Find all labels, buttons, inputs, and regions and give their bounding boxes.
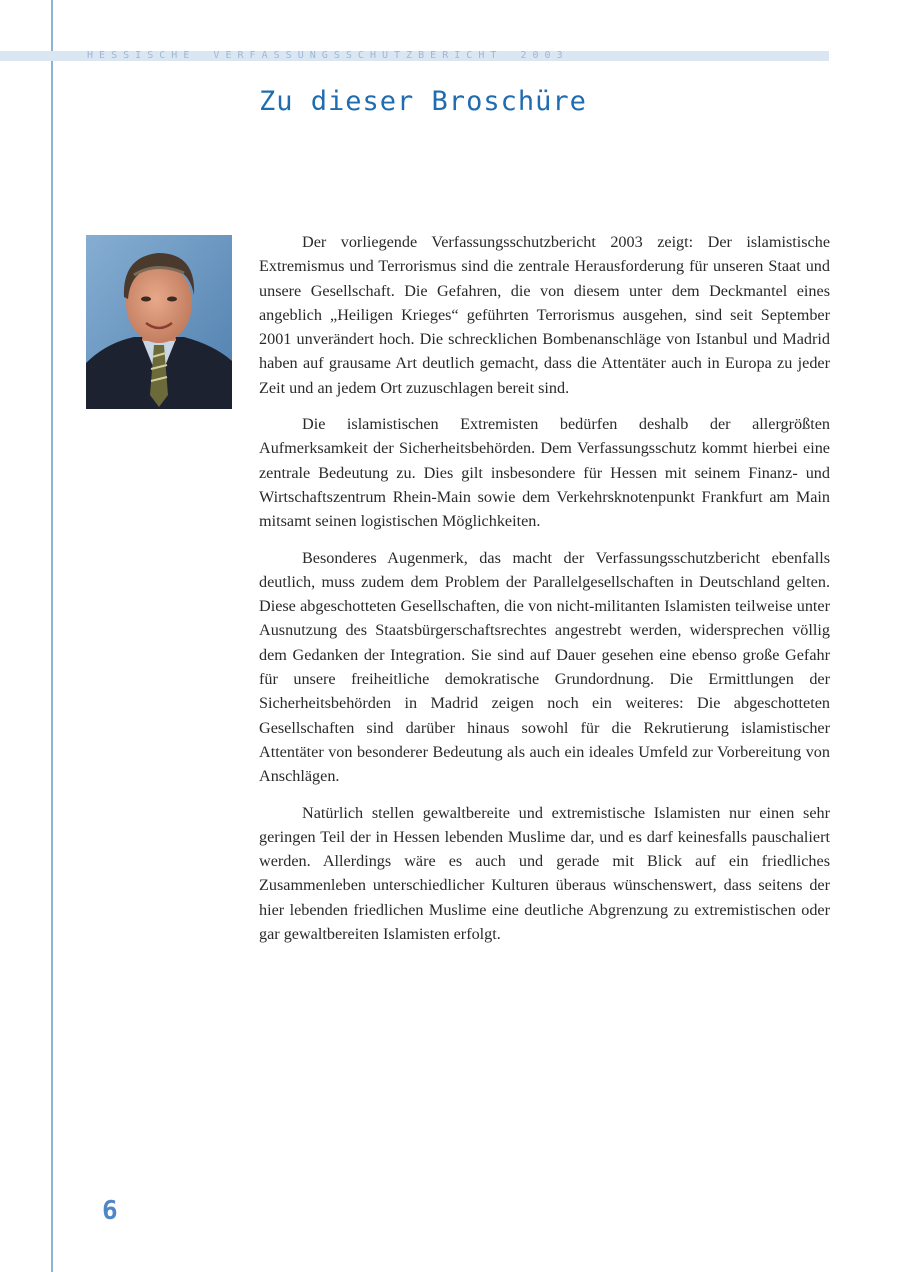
paragraph: Der vorliegende Verfassungsschutzbericht 2003 zeigt: Der islamistische Extremismus und Terrorismus sind die zentrale Herausforderung für unseren Staat und unsere Gesellschaft. Die Gefahren, die von diesem unter dem Deckmantel eines angeblich „Heiligen Krieges“ geführten Terrorismus ausgehen, sind seit September 2001 unverändert hoch. Die schrecklichen Bombenanschläge von Istanbul und Madrid haben auf grausame Art deutlich gemacht, dass die Attentäter auch in Europa zu jeder Zeit und an jedem Ort zuzuschlagen bereit sind. xyxy=(259,233,830,397)
page-number: 6 xyxy=(102,1196,118,1226)
author-portrait-photo xyxy=(86,235,232,409)
running-head: H E S S I S C H E V E R F A S S U N G S S C H U T Z B E R I C H T 2 0 0 3 xyxy=(87,50,563,61)
margin-rule xyxy=(51,0,53,1272)
paragraph: Die islamistischen Extremisten bedürfen deshalb der allergrößten Aufmerksamkeit der Sicherheitsbehörden. Dem Verfassungsschutz kommt hierbei eine zentrale Bedeutung zu. Dies gilt insbesondere für Hessen mit seinem Finanz- und Wirtschaftszentrum Rhein-Main sowie dem Verkehrsknotenpunkt Frankfurt am Main mitsamt seinen logistischen Möglichkeiten. xyxy=(259,415,830,531)
paragraph: Natürlich stellen gewaltbereite und extremistische Islamisten nur einen sehr geringen Teil der in Hessen lebenden Muslime dar, und es darf keinesfalls pauschaliert werden. Allerdings wäre es auch und gerade mit Blick auf ein friedliches Zusammenleben unterschiedlicher Kulturen überaus wünschenswert, dass seitens der hier lebenden friedlichen Muslime eine deutliche Abgrenzung zu extremistischen oder gar gewaltbereiten Islamisten erfolgt. xyxy=(259,803,830,944)
page-title: Zu dieser Broschüre xyxy=(259,86,587,117)
paragraph: Besonderes Augenmerk, das macht der Verfassungsschutzbericht ebenfalls deutlich, muss zudem dem Problem der Parallelgesellschaften in Deutschland gelten. Diese abgeschotteten Gesellschaften, die von nicht-militanten Islamisten teilweise unter Ausnutzung des Staatsbürgerschaftsrechtes angestrebt werden, widersprechen völlig dem Gedanken der Integration. Sie sind auf Dauer gesehen eine ebenso große Gefahr für unsere freiheitliche demokratische Grundordnung. Die Ermittlungen der Sicherheitsbehörden in Madrid zeigen noch ein weiteres: Die abgeschotteten Gesellschaften sind darüber hinaus sowohl für die Rekrutierung islamistischer Attentäter von besonderer Bedeutung als auch ein ideales Umfeld zur Vorbereitung von Anschlägen. xyxy=(259,548,830,786)
body-text xyxy=(259,230,830,958)
